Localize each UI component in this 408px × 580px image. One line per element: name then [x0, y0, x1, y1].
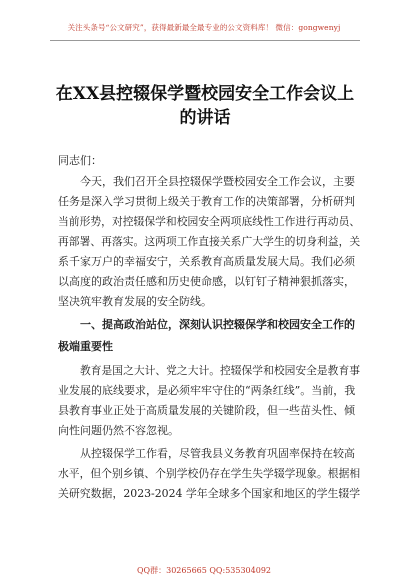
header-divider	[50, 40, 360, 41]
page-footer: QQ群：30265665 QQ:535304092	[137, 566, 271, 575]
paragraph-line: 从控辍保学工作看，尽管我县义务教育巩固率保持在较高	[80, 447, 355, 460]
paragraph-line: 以高度的政治责任感和历史使命感，以钉钉子精神狠抓落实，	[58, 275, 355, 288]
page-header: 关注头条号“公文研究”，获得最新最全最专业的公文资料库！ 微信：gongwenyj	[67, 23, 341, 32]
paragraph-line: 关研究数据，2023-2024 学年全球多个国家和地区的学生辍学	[58, 487, 361, 500]
section-heading: 一、提高政治站位，深刻认识控辍保学和校园安全工作的	[80, 318, 355, 331]
paragraph-line: 教育是国之大计、党之大计。控辍保学和校园安全是教育事	[80, 364, 360, 377]
paragraph-line: 当前形势，对控辍保学和校园安全两项底线性工作进行再动员、	[58, 215, 361, 228]
paragraph-line: 坚决筑牢教育发展的安全防线。	[58, 295, 212, 308]
paragraph-line: 今天，我们召开全县控辍保学暨校园安全工作会议，主要	[80, 175, 355, 188]
document-title	[40, 82, 370, 130]
section-heading: 极端重要性	[58, 340, 113, 353]
title-line-1: 在XX县控辍保学暨校园安全工作会议上	[55, 84, 355, 104]
salutation: 同志们：	[58, 154, 102, 167]
paragraph-line: 水平，但个别乡镇、个别学校仍存在学生失学辍学现象。根据相	[58, 467, 361, 480]
paragraph-line: 系千家万户的幸福安宁，关系教育高质量发展大局。我们必须	[58, 255, 355, 268]
paragraph-line: 再部署、再落实。这两项工作直接关系广大学生的切身利益，关	[58, 235, 361, 248]
paragraph-line: 业发展的底线要求，是必须牢牢守住的“两条红线”。当前，我	[58, 384, 356, 397]
title-line-2: 的讲话	[179, 108, 231, 128]
paragraph-line: 任务是深入学习贯彻上级关于教育工作的决策部署，分析研判	[58, 195, 355, 208]
paragraph-line: 向性问题仍然不容忽视。	[58, 424, 179, 437]
paragraph-line: 县教育事业正处于高质量发展的关键阶段，但一些苗头性、倾	[58, 404, 355, 417]
